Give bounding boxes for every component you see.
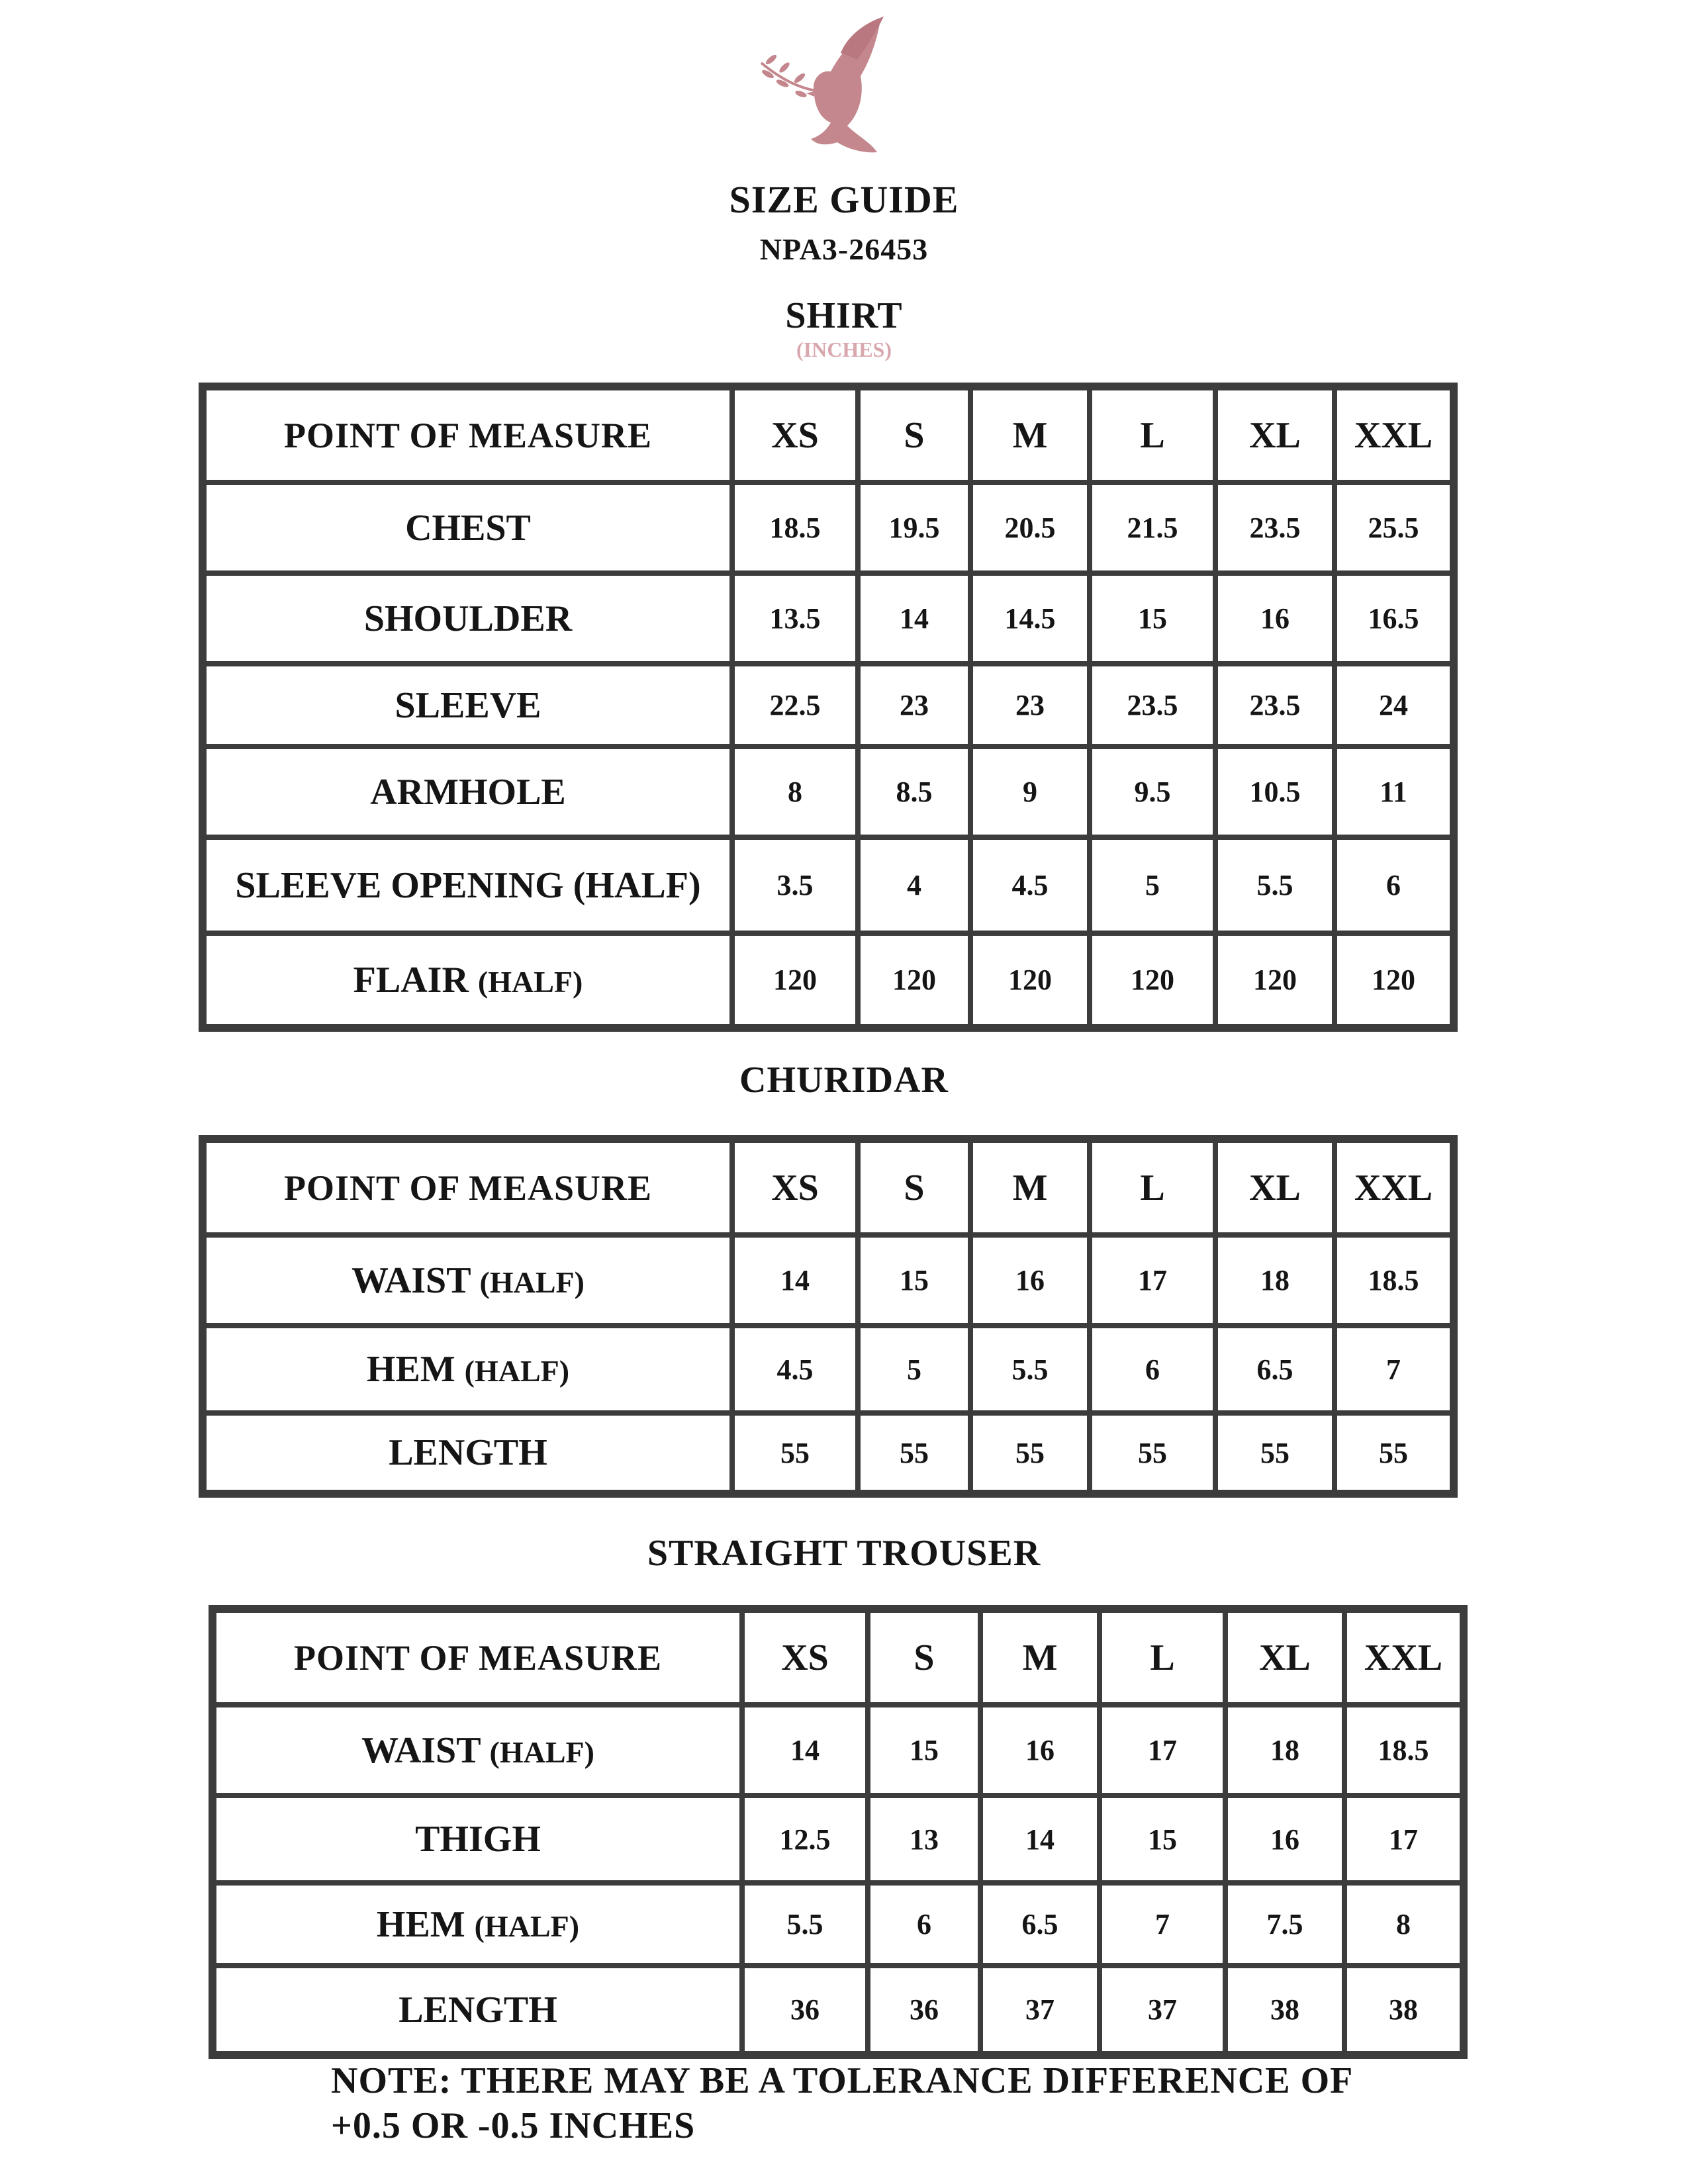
dove-with-olive-branch-icon: [748, 13, 900, 165]
table-cell: 4: [858, 837, 970, 933]
table-cell: 14: [980, 1796, 1100, 1883]
row-label: SHOULDER: [203, 573, 732, 664]
table-cell: 15: [1100, 1796, 1225, 1883]
column-header: POINT OF MEASURE: [212, 1609, 742, 1705]
table-cell: 12.5: [742, 1796, 868, 1883]
table-cell: 18: [1225, 1705, 1344, 1796]
table-cell: 18.5: [1335, 1235, 1454, 1326]
table-cell: 11: [1335, 747, 1454, 837]
product-code: NPA3-26453: [759, 232, 929, 266]
row-label: SLEEVE: [203, 664, 732, 747]
table-cell: 16: [980, 1705, 1100, 1796]
table-row: [203, 1235, 1454, 1326]
column-header: XS: [742, 1609, 868, 1705]
column-header: L: [1100, 1609, 1225, 1705]
trouser-size-table: [209, 1605, 1468, 2059]
column-header: M: [980, 1609, 1100, 1705]
table-cell: 4.5: [732, 1326, 858, 1413]
row-label: THIGH: [212, 1796, 742, 1883]
table-cell: 7.5: [1225, 1883, 1344, 1966]
table-cell: 120: [1215, 933, 1335, 1028]
churidar-section-title: CHURIDAR: [739, 1060, 949, 1101]
table-cell: 25.5: [1335, 482, 1454, 573]
churidar-size-table: [199, 1135, 1458, 1498]
document-title: SIZE GUIDE: [729, 178, 959, 221]
row-label: CHEST: [203, 482, 732, 573]
table-cell: 23.5: [1215, 664, 1335, 747]
column-header: XS: [732, 387, 858, 482]
column-header: L: [1090, 387, 1215, 482]
table-cell: 9: [970, 747, 1090, 837]
table-row: [212, 1796, 1464, 1883]
table-cell: 5: [1090, 837, 1215, 933]
table-cell: 16.5: [1335, 573, 1454, 664]
table-cell: 55: [1335, 1413, 1454, 1494]
column-header: XXL: [1335, 1139, 1454, 1235]
table-cell: 8: [732, 747, 858, 837]
table-cell: 10.5: [1215, 747, 1335, 837]
table-cell: 23: [970, 664, 1090, 747]
table-cell: 55: [858, 1413, 970, 1494]
table-cell: 16: [1225, 1796, 1344, 1883]
table-cell: 13.5: [732, 573, 858, 664]
trouser-section-title: STRAIGHT TROUSER: [647, 1533, 1041, 1574]
table-row: [203, 482, 1454, 573]
table-cell: 17: [1090, 1235, 1215, 1326]
table-cell: 120: [1335, 933, 1454, 1028]
table-cell: 55: [732, 1413, 858, 1494]
table-cell: 36: [868, 1966, 980, 2055]
table-cell: 120: [858, 933, 970, 1028]
table-cell: 3.5: [732, 837, 858, 933]
table-row: [203, 837, 1454, 933]
column-header: XL: [1215, 1139, 1335, 1235]
row-label: SLEEVE OPENING (HALF): [203, 837, 732, 933]
table-cell: 9.5: [1090, 747, 1215, 837]
row-label: LENGTH: [203, 1413, 732, 1494]
table-cell: 17: [1344, 1796, 1464, 1883]
row-label: FLAIR (HALF): [203, 933, 732, 1028]
table-cell: 6: [1335, 837, 1454, 933]
note-line-2: +0.5 OR -0.5 INCHES: [331, 2105, 696, 2146]
table-cell: 55: [1215, 1413, 1335, 1494]
column-header: XS: [732, 1139, 858, 1235]
table-cell: 23.5: [1215, 482, 1335, 573]
row-label: HEM (HALF): [212, 1883, 742, 1966]
table-header-row: [203, 387, 1454, 482]
column-header: XL: [1225, 1609, 1344, 1705]
table-cell: 7: [1335, 1326, 1454, 1413]
table-cell: 5: [858, 1326, 970, 1413]
table-cell: 14: [858, 573, 970, 664]
table-cell: 15: [868, 1705, 980, 1796]
row-label: WAIST (HALF): [203, 1235, 732, 1326]
table-row: [203, 747, 1454, 837]
column-header: M: [970, 1139, 1090, 1235]
row-label: WAIST (HALF): [212, 1705, 742, 1796]
table-cell: 120: [1090, 933, 1215, 1028]
table-cell: 18.5: [1344, 1705, 1464, 1796]
column-header: S: [868, 1609, 980, 1705]
row-label: HEM (HALF): [203, 1326, 732, 1413]
table-cell: 55: [1090, 1413, 1215, 1494]
table-cell: 38: [1344, 1966, 1464, 2055]
table-cell: 6: [1090, 1326, 1215, 1413]
table-cell: 15: [858, 1235, 970, 1326]
column-header: M: [970, 387, 1090, 482]
table-cell: 8: [1344, 1883, 1464, 1966]
table-cell: 14.5: [970, 573, 1090, 664]
row-label: ARMHOLE: [203, 747, 732, 837]
table-cell: 14: [732, 1235, 858, 1326]
table-cell: 7: [1100, 1883, 1225, 1966]
table-header-row: [212, 1609, 1464, 1705]
column-header: S: [858, 387, 970, 482]
column-header: XXL: [1344, 1609, 1464, 1705]
table-header-row: [203, 1139, 1454, 1235]
table-cell: 23.5: [1090, 664, 1215, 747]
table-cell: 20.5: [970, 482, 1090, 573]
table-cell: 16: [1215, 573, 1335, 664]
column-header: POINT OF MEASURE: [203, 387, 732, 482]
table-row: [203, 933, 1454, 1028]
table-cell: 5.5: [1215, 837, 1335, 933]
table-cell: 6.5: [980, 1883, 1100, 1966]
table-cell: 120: [970, 933, 1090, 1028]
table-cell: 21.5: [1090, 482, 1215, 573]
column-header: XL: [1215, 387, 1335, 482]
row-label: LENGTH: [212, 1966, 742, 2055]
table-cell: 22.5: [732, 664, 858, 747]
table-cell: 18: [1215, 1235, 1335, 1326]
table-cell: 18.5: [732, 482, 858, 573]
note-line-1: NOTE: THERE MAY BE A TOLERANCE DIFFERENCE OF: [331, 2060, 1354, 2101]
table-cell: 37: [980, 1966, 1100, 2055]
table-cell: 6.5: [1215, 1326, 1335, 1413]
table-cell: 38: [1225, 1966, 1344, 2055]
table-cell: 17: [1100, 1705, 1225, 1796]
shirt-size-table: [199, 383, 1458, 1032]
table-row: [212, 1705, 1464, 1796]
table-cell: 37: [1100, 1966, 1225, 2055]
table-cell: 24: [1335, 664, 1454, 747]
table-cell: 55: [970, 1413, 1090, 1494]
table-row: [203, 664, 1454, 747]
table-cell: 5.5: [970, 1326, 1090, 1413]
table-row: [203, 573, 1454, 664]
table-cell: 8.5: [858, 747, 970, 837]
column-header: L: [1090, 1139, 1215, 1235]
table-cell: 5.5: [742, 1883, 868, 1966]
column-header: S: [858, 1139, 970, 1235]
table-cell: 6: [868, 1883, 980, 1966]
table-cell: 23: [858, 664, 970, 747]
table-cell: 14: [742, 1705, 868, 1796]
table-cell: 120: [732, 933, 858, 1028]
column-header: XXL: [1335, 387, 1454, 482]
units-label: (INCHES): [796, 338, 892, 361]
table-cell: 13: [868, 1796, 980, 1883]
table-cell: 16: [970, 1235, 1090, 1326]
tolerance-note: [331, 2058, 1456, 2148]
table-row: [203, 1413, 1454, 1494]
table-cell: 36: [742, 1966, 868, 2055]
table-cell: 4.5: [970, 837, 1090, 933]
table-row: [203, 1326, 1454, 1413]
table-cell: 15: [1090, 573, 1215, 664]
table-cell: 19.5: [858, 482, 970, 573]
shirt-section-title: SHIRT: [785, 295, 903, 336]
table-row: [212, 1966, 1464, 2055]
table-row: [212, 1883, 1464, 1966]
column-header: POINT OF MEASURE: [203, 1139, 732, 1235]
